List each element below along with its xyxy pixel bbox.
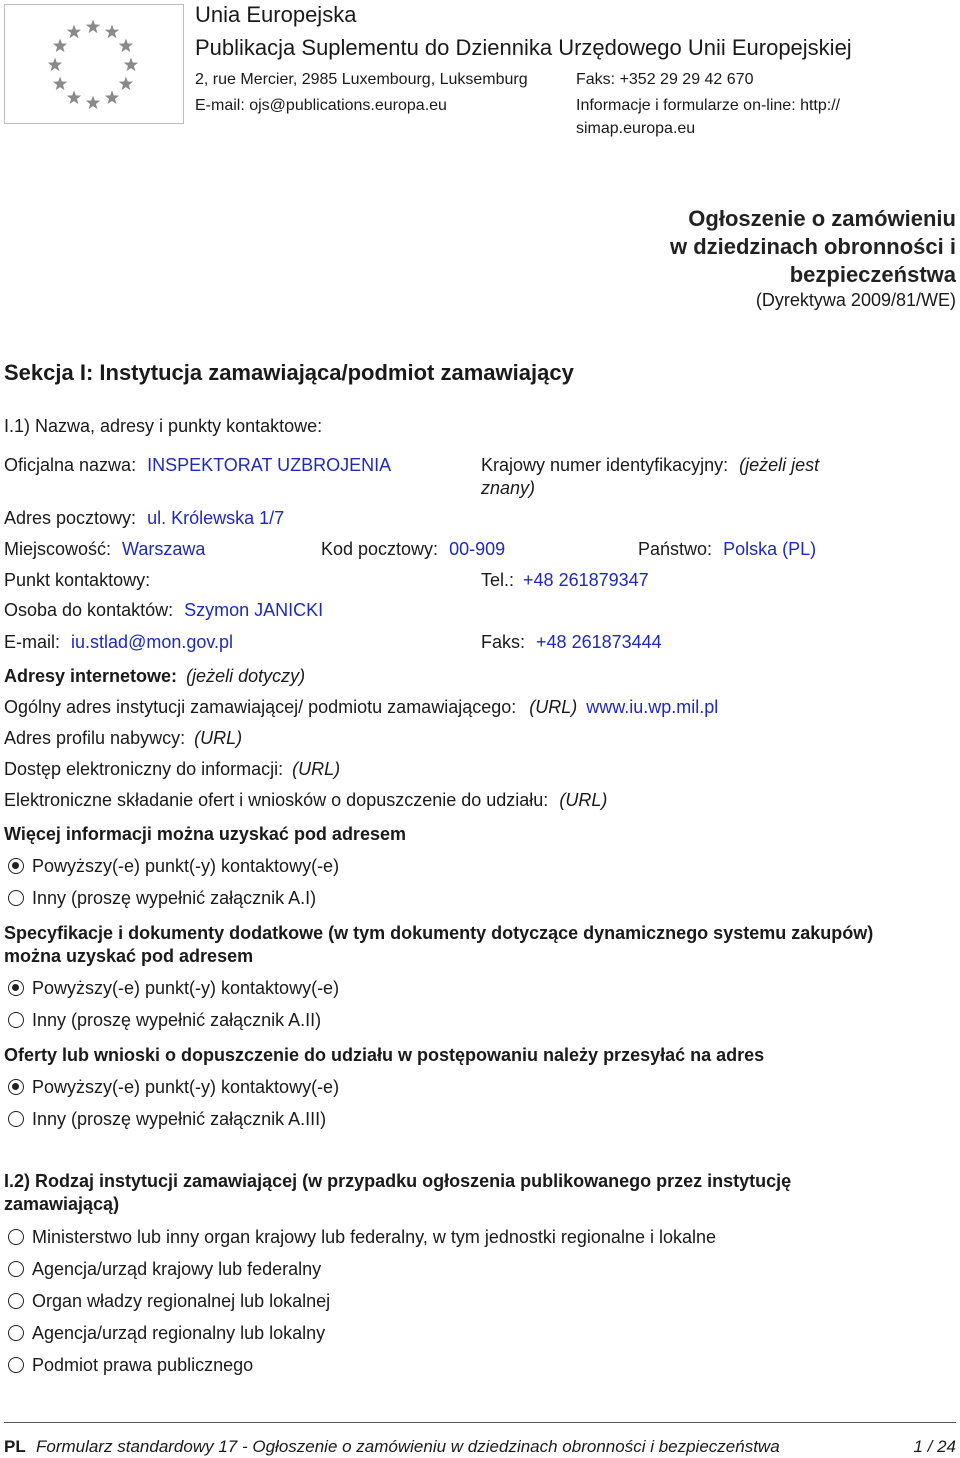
specs-title-line1: Specyfikacje i dokumenty dodatkowe (w tym dokumenty dotyczące dynamicznego systemu zakupów): [4, 923, 874, 943]
publisher-email: E-mail: ojs@publications.europa.eu: [195, 97, 447, 114]
section-1-1-title: I.1) Nazwa, adresy i punkty kontaktowe:: [4, 416, 323, 436]
national-id-note-cont: znany): [481, 478, 536, 498]
buyer-profile-row: [4, 728, 242, 749]
eu-star-icon: [53, 77, 67, 91]
radio-empty-icon[interactable]: [8, 1111, 24, 1127]
e-submission-label: Elektroniczne składanie ofert i wniosków o dopuszczenie do udziału:: [4, 790, 549, 810]
specs-option-annex[interactable]: [8, 1010, 321, 1031]
org-name: Unia Europejska: [195, 2, 357, 27]
postal-row: [4, 508, 284, 529]
offers-title: Oferty lub wnioski o dopuszczenie do udziału w postępowaniu należy przesyłać na adres: [4, 1045, 765, 1065]
e-access-label: Dostęp elektroniczny do informacji:: [4, 759, 284, 779]
radio-empty-icon[interactable]: [8, 1293, 24, 1309]
radio-empty-icon[interactable]: [8, 890, 24, 906]
option-label: Powyższy(-e) punkt(-y) kontaktowy(-e): [32, 856, 340, 876]
section-1-title: Sekcja I: Instytucja zamawiająca/podmiot zamawiający: [4, 360, 574, 385]
country-value: Polska (PL): [723, 539, 817, 559]
official-name-row: [4, 455, 391, 476]
official-name-label: Oficjalna nazwa:: [4, 455, 137, 475]
tel-value: +48 261879347: [523, 570, 649, 590]
online-info-line1: Informacje i formularze on-line: http://: [576, 97, 841, 114]
national-id-note: (jeżeli jest: [739, 455, 820, 475]
more-info-option-annex[interactable]: [8, 888, 316, 909]
authority-type-option[interactable]: [8, 1355, 253, 1376]
eu-star-icon: [119, 77, 133, 91]
eu-star-icon: [53, 39, 67, 53]
city-row: [4, 539, 205, 560]
offers-option-above[interactable]: [8, 1077, 339, 1098]
fax-row: [481, 632, 662, 653]
e-access-row: [4, 759, 340, 780]
internet-addresses-row: [4, 666, 305, 687]
postcode-value: 00-909: [449, 539, 506, 559]
postal-value: ul. Królewska 1/7: [147, 508, 285, 528]
general-url-tag: (URL): [529, 697, 578, 717]
option-label: Powyższy(-e) punkt(-y) kontaktowy(-e): [32, 978, 340, 998]
online-info-line2: simap.europa.eu: [576, 120, 696, 137]
internet-addresses-label: Adresy internetowe:: [4, 666, 178, 686]
authority-type-option[interactable]: [8, 1291, 330, 1312]
publisher-address: 2, rue Mercier, 2985 Luxembourg, Luksemburg: [195, 71, 528, 88]
notice-directive: (Dyrektywa 2009/81/WE): [755, 290, 956, 310]
buyer-profile-url-tag: (URL): [194, 728, 243, 748]
contact-person-label: Osoba do kontaktów:: [4, 600, 174, 620]
internet-addresses-note: (jeżeli dotyczy): [186, 666, 306, 686]
footer-page-number: 1 / 24: [913, 1437, 956, 1456]
section-1-2-title-line1: I.2) Rodzaj instytucji zamawiającej (w przypadku ogłoszenia publikowanego przez instytucję: [4, 1171, 792, 1191]
e-access-url-tag: (URL): [292, 759, 341, 779]
eu-logo: [4, 4, 184, 124]
eu-star-icon: [124, 58, 138, 72]
option-label: Organ władzy regionalnej lub lokalnej: [32, 1291, 331, 1311]
eu-star-icon: [86, 96, 100, 110]
radio-selected-icon[interactable]: [8, 858, 24, 874]
contact-point-label: Punkt kontaktowy:: [4, 570, 151, 590]
footer-language: PL: [4, 1437, 26, 1456]
email-label: E-mail:: [4, 632, 61, 652]
eu-star-icon: [105, 90, 119, 104]
notice-title-line3: bezpieczeństwa: [789, 262, 956, 287]
eu-star-icon: [105, 25, 119, 39]
e-submission-row: [4, 790, 607, 811]
radio-empty-icon[interactable]: [8, 1261, 24, 1277]
eu-star-icon: [119, 39, 133, 53]
general-url-row: [4, 697, 718, 718]
authority-type-option[interactable]: [8, 1227, 716, 1248]
option-label: Powyższy(-e) punkt(-y) kontaktowy(-e): [32, 1077, 340, 1097]
general-url-label: Ogólny adres instytucji zamawiającej/ podmiotu zamawiającego:: [4, 697, 517, 717]
general-url-link[interactable]: www.iu.wp.mil.pl: [586, 697, 719, 717]
authority-type-option[interactable]: [8, 1259, 321, 1280]
eu-star-icon: [48, 58, 62, 72]
radio-empty-icon[interactable]: [8, 1325, 24, 1341]
email-value[interactable]: iu.stlad@mon.gov.pl: [71, 632, 234, 652]
national-id-label: Krajowy numer identyfikacyjny:: [481, 455, 729, 475]
email-row: [4, 632, 233, 653]
tel-row: [481, 570, 649, 591]
fax-value: +48 261873444: [536, 632, 662, 652]
buyer-profile-label: Adres profilu nabywcy:: [4, 728, 186, 748]
eu-star-icon: [86, 20, 100, 34]
city-value: Warszawa: [122, 539, 206, 559]
eu-star-icon: [67, 25, 81, 39]
radio-empty-icon[interactable]: [8, 1229, 24, 1245]
more-info-title: Więcej informacji można uzyskać pod adresem: [4, 824, 406, 844]
country-row: [638, 539, 816, 560]
notice-title-line2: w dziedzinach obronności i: [669, 234, 956, 259]
e-submission-url-tag: (URL): [559, 790, 608, 810]
radio-selected-icon[interactable]: [8, 980, 24, 996]
radio-selected-icon[interactable]: [8, 1079, 24, 1095]
option-label: Inny (proszę wypełnić załącznik A.I): [32, 888, 317, 908]
official-name-value: INSPEKTORAT UZBROJENIA: [147, 455, 392, 475]
postcode-label: Kod pocztowy:: [321, 539, 439, 559]
option-label: Agencja/urząd krajowy lub federalny: [32, 1259, 322, 1279]
footer-divider: [4, 1422, 956, 1423]
city-label: Miejscowość:: [4, 539, 112, 559]
option-label: Podmiot prawa publicznego: [32, 1355, 254, 1375]
specs-title-line2: można uzyskać pod adresem: [4, 946, 254, 966]
tel-label: Tel.:: [481, 570, 515, 590]
section-1-2-title-line2: zamawiającą): [4, 1194, 120, 1214]
option-label: Inny (proszę wypełnić załącznik A.II): [32, 1010, 322, 1030]
notice-title-line1: Ogłoszenie o zamówieniu: [688, 206, 956, 231]
postcode-row: [321, 539, 505, 560]
authority-type-option[interactable]: [8, 1323, 325, 1344]
more-info-option-above[interactable]: [8, 856, 339, 877]
radio-empty-icon[interactable]: [8, 1012, 24, 1028]
contact-person-row: [4, 600, 323, 621]
publisher-fax: Faks: +352 29 29 42 670: [576, 71, 754, 88]
radio-empty-icon[interactable]: [8, 1357, 24, 1373]
option-label: Inny (proszę wypełnić załącznik A.III): [32, 1109, 327, 1129]
option-label: Agencja/urząd regionalny lub lokalny: [32, 1323, 326, 1343]
postal-label: Adres pocztowy:: [4, 508, 137, 528]
eu-stars-logo-icon: [5, 5, 183, 123]
contact-person-value: Szymon JANICKI: [184, 600, 324, 620]
footer-form-name: Formularz standardowy 17 - Ogłoszenie o zamówieniu w dziedzinach obronności i bezpieczeństwa: [36, 1437, 780, 1456]
publication-title: Publikacja Suplementu do Dziennika Urzędowego Unii Europejskiej: [195, 35, 852, 60]
option-label: Ministerstwo lub inny organ krajowy lub federalny, w tym jednostki regionalne i lokalne: [32, 1227, 716, 1247]
specs-option-above[interactable]: [8, 978, 339, 999]
national-id-row: [481, 455, 819, 476]
offers-option-annex[interactable]: [8, 1109, 326, 1130]
eu-star-icon: [67, 90, 81, 104]
fax-label: Faks:: [481, 632, 526, 652]
country-label: Państwo:: [638, 539, 713, 559]
